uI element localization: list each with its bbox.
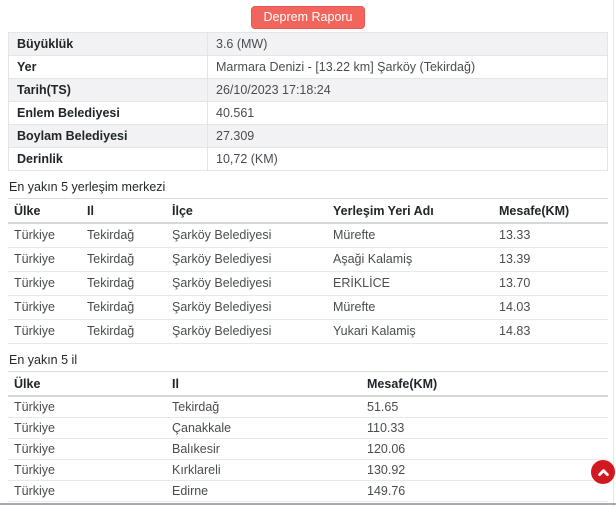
detail-value: Marmara Denizi - [13.22 km] Şarköy (Tekirdağ) [208,56,608,79]
table-cell: 130.92 [361,460,608,481]
table-cell: 13.70 [493,272,608,296]
table-cell: Tekirdağ [166,396,361,418]
detail-row [9,79,608,102]
nearest-settlements-table [8,198,608,344]
deprem-raporu-button[interactable]: Deprem Raporu [251,6,366,29]
detail-label: Yer [9,56,208,79]
table-row [8,272,608,296]
table-cell: 51.65 [361,396,608,418]
table-row [8,418,608,439]
column-header: İlçe [166,199,327,224]
nearest-settlements-head [8,199,608,224]
column-header: Ülke [8,372,166,397]
nearest-provinces-table [8,371,608,502]
table-cell: ERİKLİCE [327,272,493,296]
table-row [8,460,608,481]
table-cell: Balıkesir [166,439,361,460]
column-header: Mesafe(KM) [493,199,608,224]
header-row [8,372,608,397]
table-cell: 13.33 [493,223,608,248]
table-cell: Türkiye [8,460,166,481]
table-cell: Şarköy Belediyesi [166,272,327,296]
table-row [8,439,608,460]
table-cell: Türkiye [8,439,166,460]
table-row [8,396,608,418]
detail-value: 40.561 [208,102,608,125]
table-cell: Şarköy Belediyesi [166,296,327,320]
nearest-provinces-title: En yakın 5 il [9,353,78,367]
column-header: Il [166,372,361,397]
detail-value: 27.309 [208,125,608,148]
earthquake-details-table [8,32,608,171]
detail-label: Büyüklük [9,33,208,56]
table-cell: Kırklareli [166,460,361,481]
table-cell: Mürefte [327,296,493,320]
table-row [8,481,608,502]
table-cell: Tekirdağ [81,272,166,296]
table-cell: Tekirdağ [81,248,166,272]
table-cell: Mürefte [327,223,493,248]
table-cell: Tekirdağ [81,296,166,320]
table-cell: Tekirdağ [81,223,166,248]
table-row [8,296,608,320]
page-bottom-edge [0,503,616,505]
nearest-provinces-body [8,396,608,502]
table-cell: 110.33 [361,418,608,439]
chevron-up-icon [597,467,610,478]
earthquake-details-body [9,33,608,171]
table-cell: Türkiye [8,481,166,502]
table-cell: 14.03 [493,296,608,320]
table-cell: Edirne [166,481,361,502]
table-row [8,320,608,344]
detail-row [9,148,608,171]
column-header: Mesafe(KM) [361,372,608,397]
detail-label: Derinlik [9,148,208,171]
header-row [8,199,608,224]
table-cell: Türkiye [8,396,166,418]
page-right-edge [613,0,614,506]
column-header: Il [81,199,166,224]
detail-label: Tarih(TS) [9,79,208,102]
detail-row [9,125,608,148]
table-cell: Türkiye [8,223,81,248]
table-cell: Türkiye [8,320,81,344]
nearest-settlements-body [8,223,608,344]
nearest-provinces-head [8,372,608,397]
detail-value: 3.6 (MW) [208,33,608,56]
table-cell: Aşaği Kalamiş [327,248,493,272]
detail-label: Enlem Belediyesi [9,102,208,125]
detail-row [9,33,608,56]
table-cell: 13.39 [493,248,608,272]
scroll-to-top-button[interactable] [591,460,615,484]
table-cell: Türkiye [8,248,81,272]
detail-row [9,56,608,79]
table-cell: Türkiye [8,418,166,439]
column-header: Ülke [8,199,81,224]
report-button-row [8,6,608,29]
table-cell: Yukari Kalamiş [327,320,493,344]
table-row [8,248,608,272]
detail-label: Boylam Belediyesi [9,125,208,148]
column-header: Yerleşim Yeri Adı [327,199,493,224]
detail-row [9,102,608,125]
table-cell: Şarköy Belediyesi [166,223,327,248]
table-cell: Şarköy Belediyesi [166,320,327,344]
table-cell: 120.06 [361,439,608,460]
table-cell: Tekirdağ [81,320,166,344]
detail-value: 10,72 (KM) [208,148,608,171]
table-cell: 149.76 [361,481,608,502]
detail-value: 26/10/2023 17:18:24 [208,79,608,102]
table-cell: Türkiye [8,296,81,320]
table-cell: Şarköy Belediyesi [166,248,327,272]
table-row [8,223,608,248]
table-cell: Türkiye [8,272,81,296]
table-cell: 14.83 [493,320,608,344]
nearest-settlements-title: En yakın 5 yerleşim merkezi [9,180,166,194]
table-cell: Çanakkale [166,418,361,439]
